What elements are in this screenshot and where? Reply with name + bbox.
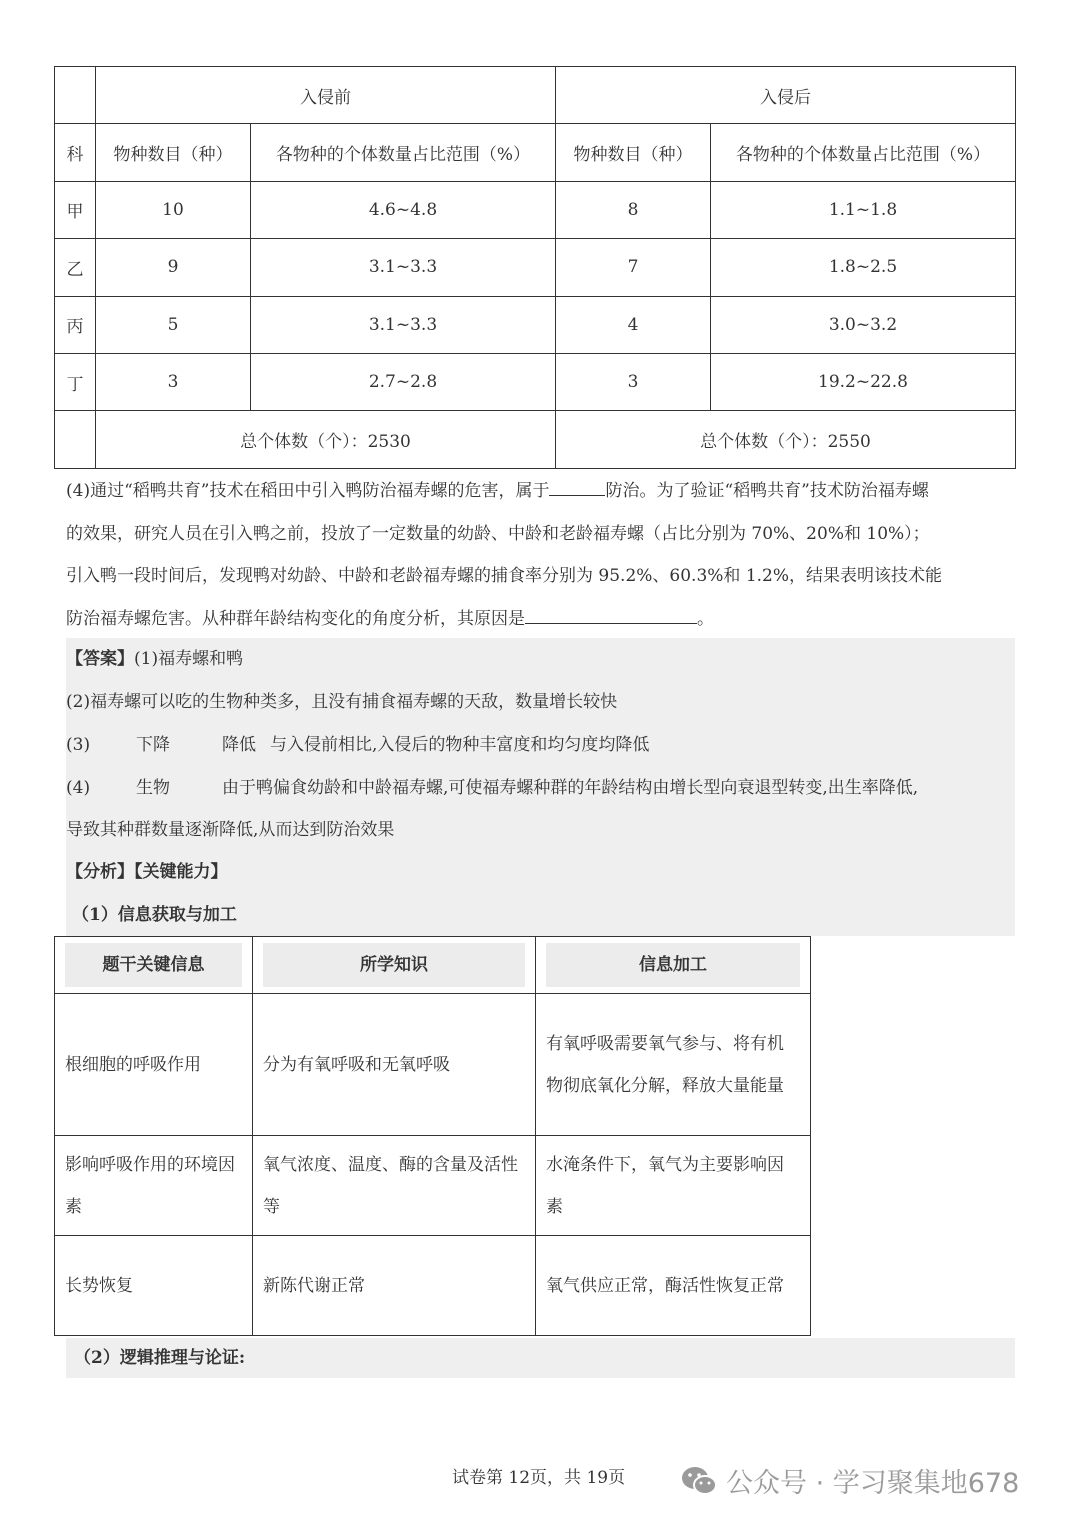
cell: 水淹条件下，氧气为主要影响因素 <box>536 1136 811 1236</box>
table-row <box>55 239 1016 296</box>
answer-3-z: 与入侵前相比,入侵后的物种丰富度和均匀度均降低 <box>270 735 650 755</box>
total-before: 总个体数（个）：2530 <box>96 411 556 468</box>
total-after: 总个体数（个）：2550 <box>556 411 1016 468</box>
page-number: 试卷第 12页，共 19页 <box>452 1468 626 1488</box>
cell: 1.8~2.5 <box>711 239 1016 296</box>
q4-line-2: 的效果，研究人员在引入鸭之前，投放了一定数量的幼龄、中龄和老龄福寿螺（占比分别为 70%、20%和 10%）； <box>66 523 930 544</box>
answer-1: (1)福寿螺和鸭 <box>134 649 244 669</box>
cell: 氧气浓度、温度、酶的含量及活性等 <box>253 1136 536 1236</box>
header-key-info: 题干关键信息 <box>65 943 242 987</box>
answer-3-num: (3) <box>66 735 91 755</box>
answer-4-z: 导致其种群数量逐渐降低,从而达到防治效果 <box>66 820 395 840</box>
table-subheader-row <box>55 124 1016 181</box>
col-species-before: 物种数目（种） <box>96 124 251 181</box>
cell: 3 <box>96 353 251 410</box>
cell: 3 <box>556 353 711 410</box>
answer-3-y: 降低 <box>222 735 256 755</box>
header-knowledge: 所学知识 <box>263 943 525 987</box>
col-range-after: 各物种的个体数量占比范围（%） <box>711 124 1016 181</box>
invasion-table <box>54 66 1016 469</box>
empty-cell <box>55 411 96 468</box>
cell: 长势恢复 <box>55 1236 253 1336</box>
cell: 有氧呼吸需要氧气参与、将有机物彻底氧化分解，释放大量能量 <box>536 994 811 1136</box>
answer-block <box>66 638 1015 936</box>
table-row <box>55 1136 811 1236</box>
table-total-row <box>55 411 1016 468</box>
section-2-heading: （2）逻辑推理与论证: <box>66 1338 1015 1378</box>
cell: 9 <box>96 239 251 296</box>
col-range-before: 各物种的个体数量占比范围（%） <box>251 124 556 181</box>
cell: 1.1~1.8 <box>711 181 1016 238</box>
q4-text-end: 。 <box>697 608 714 629</box>
watermark-text: 公众号 · 学习聚集地678 <box>726 1468 1020 1499</box>
q4-text-a: (4)通过“稻鸭共育”技术在稻田中引入鸭防治福寿螺的危害，属于 <box>66 481 550 501</box>
header-after: 入侵后 <box>556 67 1016 124</box>
q4-line-4 <box>66 598 1018 641</box>
table-row <box>55 181 1016 238</box>
row-family: 乙 <box>55 239 96 296</box>
header-processing: 信息加工 <box>546 943 800 987</box>
cell: 分为有氧呼吸和无氧呼吸 <box>253 994 536 1136</box>
q4-line-1 <box>66 470 1018 513</box>
cell: 3.0~3.2 <box>711 296 1016 353</box>
cell: 4 <box>556 296 711 353</box>
section-1-heading: （1）信息获取与加工 <box>72 905 237 925</box>
answer-4-x: 生物 <box>136 778 170 798</box>
q4-text-c: 防治福寿螺危害。从种群年龄结构变化的角度分析，其原因是 <box>66 608 525 629</box>
table-row <box>55 296 1016 353</box>
q4-text-b: 防治。为了验证“稻鸭共育”技术防治福寿螺 <box>605 481 929 501</box>
answer-line-4 <box>66 767 1015 809</box>
cell: 新陈代谢正常 <box>253 1236 536 1336</box>
cell: 氧气供应正常，酶活性恢复正常 <box>536 1236 811 1336</box>
answer-label: 【答案】 <box>66 649 134 669</box>
table-header-row <box>55 67 1016 124</box>
row-family: 甲 <box>55 181 96 238</box>
header-cell <box>253 937 536 994</box>
cell: 3.1~3.3 <box>251 239 556 296</box>
cell: 3.1~3.3 <box>251 296 556 353</box>
answer-3-x: 下降 <box>136 735 170 755</box>
answer-4-y: 由于鸭偏食幼龄和中龄福寿螺,可使福寿螺种群的年龄结构由增长型向衰退型转变,出生率降低, <box>222 778 919 798</box>
cell: 7 <box>556 239 711 296</box>
wechat-icon <box>680 1464 718 1498</box>
table-row <box>55 353 1016 410</box>
answer-blank <box>549 475 605 496</box>
row-family: 丁 <box>55 353 96 410</box>
answer-blank <box>525 603 697 624</box>
cell: 19.2~22.8 <box>711 353 1016 410</box>
watermark <box>680 1461 1019 1500</box>
header-cell <box>536 937 811 994</box>
answer-line-3 <box>66 724 1015 766</box>
analysis-heading: 【分析】【关键能力】 <box>66 862 228 882</box>
question-4 <box>66 470 1018 640</box>
cell: 2.7~2.8 <box>251 353 556 410</box>
row-family: 丙 <box>55 296 96 353</box>
answer-4-num: (4) <box>66 778 91 798</box>
answer-2: (2)福寿螺可以吃的生物种类多，且没有捕食福寿螺的天敌，数量增长较快 <box>66 692 618 712</box>
answer-line-1 <box>66 638 243 680</box>
table-row <box>55 1236 811 1336</box>
cell: 10 <box>96 181 251 238</box>
header-cell <box>55 937 253 994</box>
col-species-after: 物种数目（种） <box>556 124 711 181</box>
table-row <box>55 994 811 1136</box>
cell: 5 <box>96 296 251 353</box>
corner-cell <box>55 67 96 124</box>
header-before: 入侵前 <box>96 67 556 124</box>
analysis-table <box>54 936 811 1336</box>
cell: 4.6~4.8 <box>251 181 556 238</box>
col-family: 科 <box>55 124 96 181</box>
cell: 根细胞的呼吸作用 <box>55 994 253 1136</box>
q4-line-3: 引入鸭一段时间后，发现鸭对幼龄、中龄和老龄福寿螺的捕食率分别为 95.2%、60.3%和 1.2%，结果表明该技术能 <box>66 566 943 586</box>
cell: 影响呼吸作用的环境因素 <box>55 1136 253 1236</box>
cell: 8 <box>556 181 711 238</box>
page-footer <box>0 1465 1080 1505</box>
